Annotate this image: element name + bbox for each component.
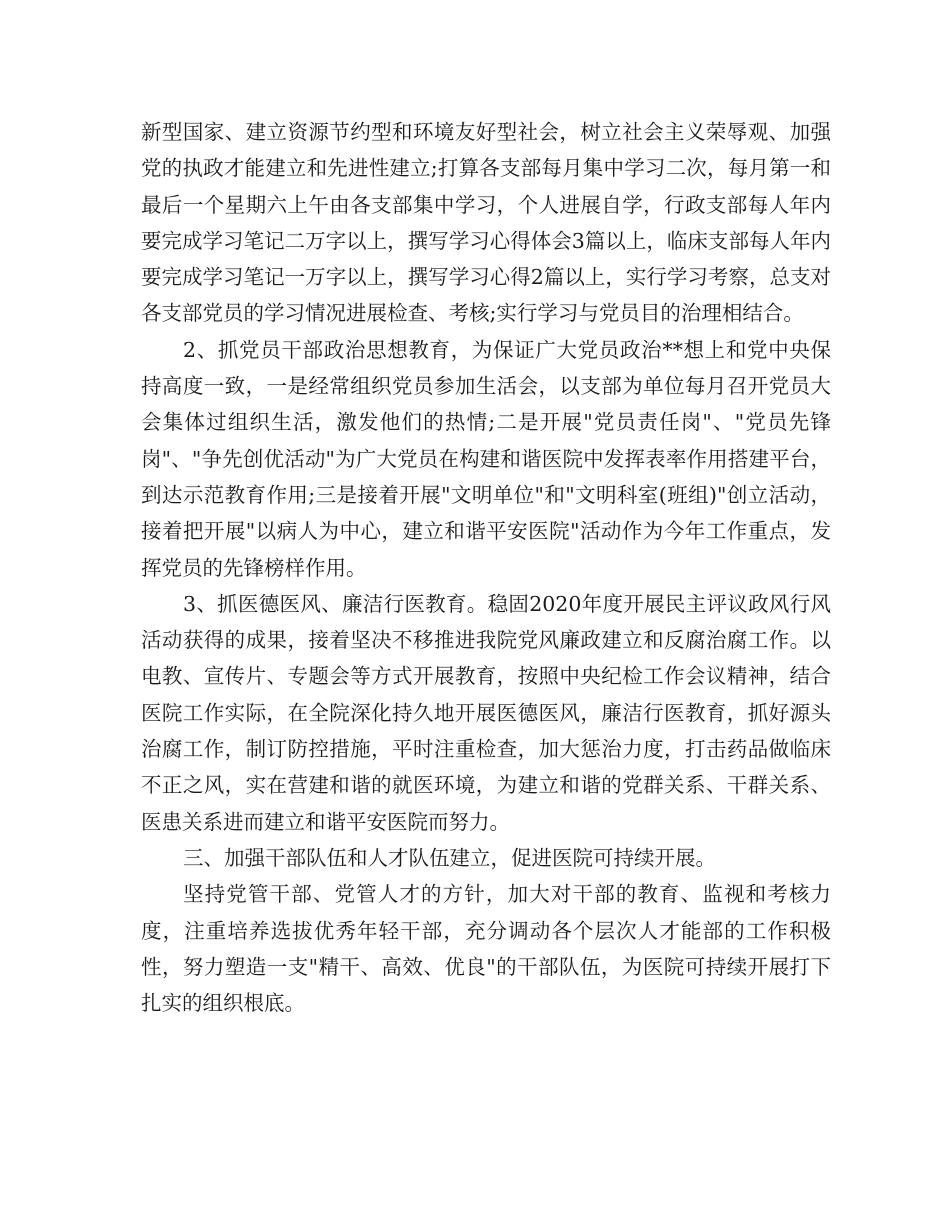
paragraph-intro-continued: 新型国家、建立资源节约型和环境友好型社会，树立社会主义荣辱观、加强党的执政才能建立和先进性建立;打算各支部每月集中学习二次，每月第一和最后一个星期六上午由各支部集中学习，个人进展自学，行政支部每人年内要完成学习笔记二万字以上，撰写学习心得体会3篇以上，临床支部每人年内要完成学习笔记一万字以上，撰写学习心得2篇以上，实行学习考察，总支对各支部党员的学习情况进展检查、考核;实行学习与党员目的治理相结合。: [141, 120, 831, 326]
section-heading: 三、加强干部队伍和人才队伍建立，促进医院可持续开展。: [183, 845, 716, 870]
paragraph-item-3: 3、抓医德医风、廉洁行医教育。稳固2020年度开展民主评议政风行风活动获得的成果，接着坚决不移推进我院党风廉政建立和反腐治腐工作。以电教、宣传片、专题会等方式开展教育，按照中央纪检工作会议精神，结合医院工作实际，在全院深化持久地开展医德医风，廉洁行医教育，抓好源头治腐工作，制订防控措施，平时注重检查，加大惩治力度，打击药品做临床不正之风，实在营建和谐的就医环境，为建立和谐的党群关系、干群关系、医患关系进而建立和谐平安医院而努力。: [141, 591, 831, 834]
paragraph-section-3-body: 坚持党管干部、党管人才的方针，加大对干部的教育、监视和考核力度，注重培养选拔优秀年轻干部，充分调动各个层次人才能部的工作积极性，努力塑造一支"精干、高效、优良"的干部队伍，为医院可持续开展打下扎实的组织根底。: [141, 882, 831, 1016]
paragraph-item-2: 2、抓党员干部政治思想教育，为保证广大党员政治**想上和党中央保持高度一致，一是经常组织党员参加生活会，以支部为单位每月召开党员大会集体过组织生活，激发他们的热情;二是开展"党员责任岗"、"党员先锋岗"、"争先创优活动"为广大党员在构建和谐医院中发挥表率作用搭建平台，到达示范教育作用;三是接着开展"文明单位"和"文明科室(班组)"创立活动，接着把开展"以病人为中心，建立和谐平安医院"活动作为今年工作重点，发挥党员的先锋榜样作用。: [141, 337, 831, 580]
document-body: [141, 114, 831, 1021]
